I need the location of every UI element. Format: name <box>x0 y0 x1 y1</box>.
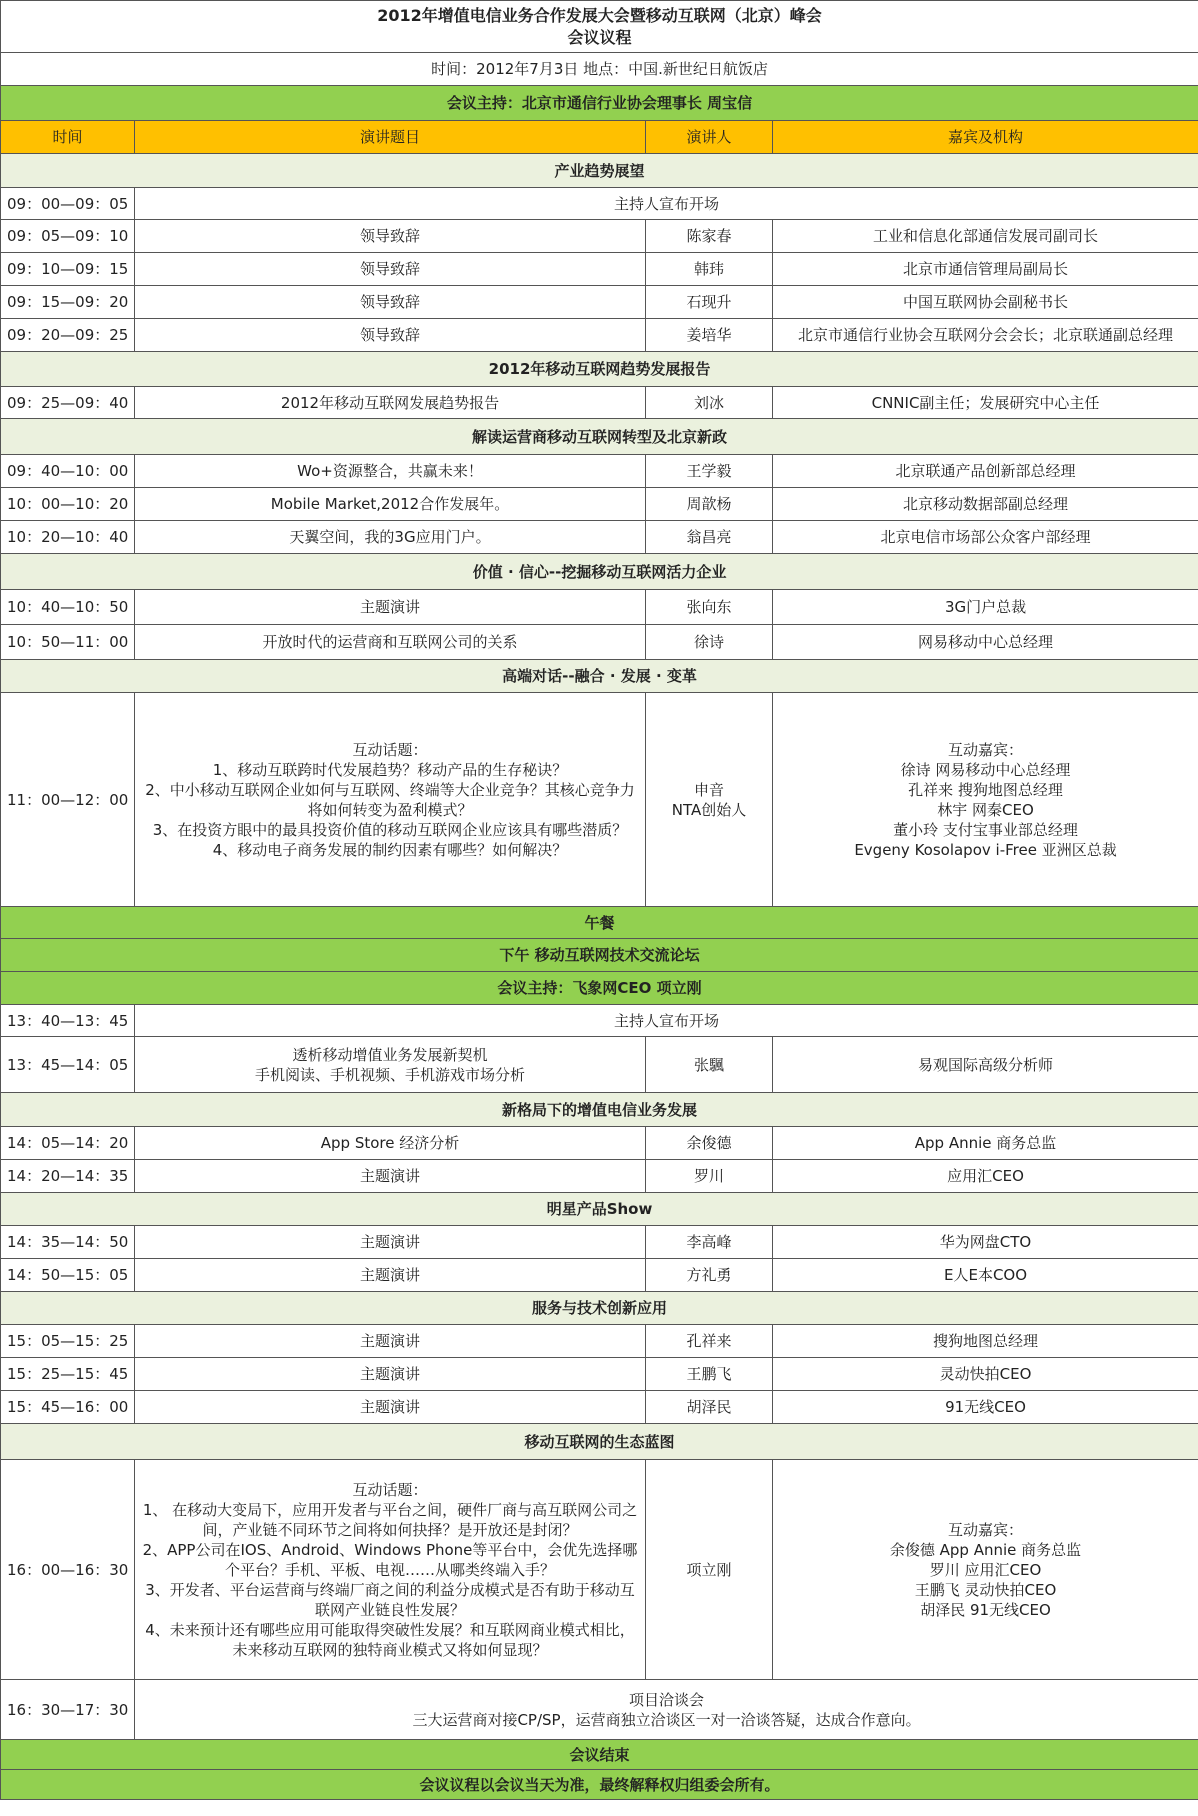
column-header-row <box>1 121 1198 154</box>
org-cell: 91无线CEO <box>773 1391 1198 1424</box>
time-cell: 15：45—16：00 <box>1 1391 135 1424</box>
time-cell: 14：50—15：05 <box>1 1259 135 1292</box>
table-row <box>1 1460 1198 1680</box>
org-cell: 北京电信市场部公众客户部经理 <box>773 521 1198 554</box>
table-row <box>1 521 1198 554</box>
end-row <box>1 1740 1198 1770</box>
table-row <box>1 387 1198 419</box>
speaker-cell: 刘冰 <box>646 387 773 419</box>
col-topic: 演讲题目 <box>135 121 646 154</box>
org-cell: 应用汇CEO <box>773 1160 1198 1193</box>
lunch-row <box>1 907 1198 939</box>
topic-cell: 领导致辞 <box>135 286 646 319</box>
speaker-cell: 姜培华 <box>646 319 773 352</box>
col-time: 时间 <box>1 121 135 154</box>
org-cell: CNNIC副主任；发展研究中心主任 <box>773 387 1198 419</box>
afternoon-banner: 下午 移动互联网技术交流论坛 <box>1 939 1198 972</box>
org-cell: 易观国际高级分析师 <box>773 1037 1198 1093</box>
table-row <box>1 1325 1198 1358</box>
info-row <box>1 53 1198 86</box>
org-cell: 3G门户总裁 <box>773 590 1198 625</box>
merged-cell: 主持人宣布开场 <box>135 1005 1198 1037</box>
date-location: 时间：2012年7月3日 地点：中国.新世纪日航饭店 <box>1 53 1198 86</box>
time-cell: 14：05—14：20 <box>1 1127 135 1160</box>
org-cell: 华为网盘CTO <box>773 1226 1198 1259</box>
table-row <box>1 253 1198 286</box>
section-row <box>1 154 1198 188</box>
speaker-cell: 陈家春 <box>646 220 773 253</box>
org-cell: E人E本COO <box>773 1259 1198 1292</box>
speaker-cell: 罗川 <box>646 1160 773 1193</box>
footer-row <box>1 1770 1198 1800</box>
time-cell: 16：00—16：30 <box>1 1460 135 1680</box>
afternoon-row <box>1 939 1198 972</box>
org-cell: App Annie 商务总监 <box>773 1127 1198 1160</box>
table-row <box>1 625 1198 660</box>
table-row <box>1 188 1198 220</box>
topic-cell: 互动话题： 1、移动互联跨时代发展趋势？移动产品的生存秘诀？ 2、中小移动互联网企业如何与互联网、终端等大企业竞争？其核心竞争力将如何转变为盈利模式？ 3、在投资方眼中的最具投资价值的移动互联网企业应该具有哪些潜质？ 4、移动电子商务发展的制约因素有哪些？如何解决？ <box>135 693 646 907</box>
section-title: 移动互联网的生态蓝图 <box>1 1424 1198 1460</box>
speaker-cell: 余俊德 <box>646 1127 773 1160</box>
section-row <box>1 419 1198 455</box>
merged-cell: 项目洽谈会 三大运营商对接CP/SP，运营商独立洽谈区一对一洽谈答疑，达成合作意向。 <box>135 1680 1198 1740</box>
table-row <box>1 488 1198 521</box>
time-cell: 13：40—13：45 <box>1 1005 135 1037</box>
org-cell: 北京移动数据部副总经理 <box>773 488 1198 521</box>
time-cell: 10：50—11：00 <box>1 625 135 660</box>
topic-cell: 主题演讲 <box>135 1358 646 1391</box>
section-row <box>1 554 1198 590</box>
speaker-cell: 张颿 <box>646 1037 773 1093</box>
speaker-cell: 张向东 <box>646 590 773 625</box>
section-row <box>1 1193 1198 1226</box>
table-row <box>1 590 1198 625</box>
section-row <box>1 660 1198 693</box>
time-cell: 15：25—15：45 <box>1 1358 135 1391</box>
table-row <box>1 1680 1198 1740</box>
section-row <box>1 1093 1198 1127</box>
table-row <box>1 1259 1198 1292</box>
topic-cell: 天翼空间，我的3G应用门户。 <box>135 521 646 554</box>
speaker-cell: 韩玮 <box>646 253 773 286</box>
host-row <box>1 86 1198 121</box>
table-row <box>1 455 1198 488</box>
topic-cell: Mobile Market,2012合作发展年。 <box>135 488 646 521</box>
table-row <box>1 1358 1198 1391</box>
time-cell: 09：00—09：05 <box>1 188 135 220</box>
time-cell: 14：20—14：35 <box>1 1160 135 1193</box>
section-title: 服务与技术创新应用 <box>1 1292 1198 1325</box>
table-row <box>1 1127 1198 1160</box>
time-cell: 09：15—09：20 <box>1 286 135 319</box>
section-title: 解读运营商移动互联网转型及北京新政 <box>1 419 1198 455</box>
org-cell: 互动嘉宾： 徐诗 网易移动中心总经理 孔祥来 搜狗地图总经理 林宇 网秦CEO 董小玲 支付宝事业部总经理 Evgeny Kosolapov i-Free 亚洲区总裁 <box>773 693 1198 907</box>
speaker-cell: 石现升 <box>646 286 773 319</box>
topic-cell: 互动话题： 1、 在移动大变局下，应用开发者与平台之间，硬件厂商与高互联网公司之间，产业链不同环节之间将如何抉择？是开放还是封闭？ 2、APP公司在IOS、Android、Windows Phone等平台中，会优先选择哪个平台？手机、平板、电视……从哪类终端入手？ 3、开发者、平台运营商与终端厂商之间的利益分成模式是否有助于移动互联网产业链良性发展？ 4、未来预计还有哪些应用可能取得突破性发展？和互联网商业模式相比，未来移动互联网的独特商业模式又将如何显现？ <box>135 1460 646 1680</box>
speaker-cell: 方礼勇 <box>646 1259 773 1292</box>
time-cell: 10：40—10：50 <box>1 590 135 625</box>
section-row <box>1 352 1198 387</box>
section-row <box>1 1292 1198 1325</box>
table-row <box>1 1005 1198 1037</box>
footer-note: 会议议程以会议当天为准，最终解释权归组委会所有。 <box>1 1770 1198 1800</box>
title-row <box>1 1 1198 53</box>
topic-cell: 主题演讲 <box>135 1325 646 1358</box>
morning-host: 会议主持：北京市通信行业协会理事长 周宝信 <box>1 86 1198 121</box>
org-cell: 北京市通信管理局副局长 <box>773 253 1198 286</box>
table-row <box>1 693 1198 907</box>
time-cell: 10：20—10：40 <box>1 521 135 554</box>
topic-cell: 2012年移动互联网发展趋势报告 <box>135 387 646 419</box>
speaker-cell: 王学毅 <box>646 455 773 488</box>
topic-cell: 领导致辞 <box>135 220 646 253</box>
time-cell: 09：10—09：15 <box>1 253 135 286</box>
org-cell: 网易移动中心总经理 <box>773 625 1198 660</box>
table-row <box>1 319 1198 352</box>
topic-cell: 领导致辞 <box>135 253 646 286</box>
speaker-cell: 王鹏飞 <box>646 1358 773 1391</box>
time-cell: 11：00—12：00 <box>1 693 135 907</box>
speaker-cell: 翁昌亮 <box>646 521 773 554</box>
topic-cell: 透析移动增值业务发展新契机 手机阅读、手机视频、手机游戏市场分析 <box>135 1037 646 1093</box>
topic-cell: 主题演讲 <box>135 1160 646 1193</box>
section-title: 高端对话--融合 · 发展 · 变革 <box>1 660 1198 693</box>
time-cell: 16：30—17：30 <box>1 1680 135 1740</box>
time-cell: 09：40—10：00 <box>1 455 135 488</box>
time-cell: 09：20—09：25 <box>1 319 135 352</box>
speaker-cell: 孔祥来 <box>646 1325 773 1358</box>
topic-cell: Wo+资源整合，共赢未来！ <box>135 455 646 488</box>
speaker-cell: 项立刚 <box>646 1460 773 1680</box>
table-row <box>1 220 1198 253</box>
speaker-cell: 申音 NTA创始人 <box>646 693 773 907</box>
section-title: 产业趋势展望 <box>1 154 1198 188</box>
section-title: 新格局下的增值电信业务发展 <box>1 1093 1198 1127</box>
speaker-cell: 周歆杨 <box>646 488 773 521</box>
table-row <box>1 1391 1198 1424</box>
col-speaker: 演讲人 <box>646 121 773 154</box>
speaker-cell: 胡泽民 <box>646 1391 773 1424</box>
section-row <box>1 1424 1198 1460</box>
topic-cell: App Store 经济分析 <box>135 1127 646 1160</box>
section-title: 明星产品Show <box>1 1193 1198 1226</box>
time-cell: 10：00—10：20 <box>1 488 135 521</box>
org-cell: 北京联通产品创新部总经理 <box>773 455 1198 488</box>
section-title: 价值 · 信心--挖掘移动互联网活力企业 <box>1 554 1198 590</box>
speaker-cell: 徐诗 <box>646 625 773 660</box>
org-cell: 搜狗地图总经理 <box>773 1325 1198 1358</box>
table-row <box>1 1226 1198 1259</box>
pm-host-row <box>1 972 1198 1005</box>
topic-cell: 开放时代的运营商和互联网公司的关系 <box>135 625 646 660</box>
topic-cell: 主题演讲 <box>135 1391 646 1424</box>
section-title: 2012年移动互联网趋势发展报告 <box>1 352 1198 387</box>
time-cell: 15：05—15：25 <box>1 1325 135 1358</box>
speaker-cell: 李高峰 <box>646 1226 773 1259</box>
org-cell: 工业和信息化部通信发展司副司长 <box>773 220 1198 253</box>
topic-cell: 主题演讲 <box>135 1226 646 1259</box>
topic-cell: 领导致辞 <box>135 319 646 352</box>
org-cell: 互动嘉宾： 余俊德 App Annie 商务总监 罗川 应用汇CEO 王鹏飞 灵动快拍CEO 胡泽民 91无线CEO <box>773 1460 1198 1680</box>
page-title: 2012年增值电信业务合作发展大会暨移动互联网（北京）峰会 会议议程 <box>1 1 1198 53</box>
topic-cell: 主题演讲 <box>135 590 646 625</box>
time-cell: 14：35—14：50 <box>1 1226 135 1259</box>
time-cell: 09：05—09：10 <box>1 220 135 253</box>
org-cell: 中国互联网协会副秘书长 <box>773 286 1198 319</box>
col-guest-org: 嘉宾及机构 <box>773 121 1198 154</box>
time-cell: 13：45—14：05 <box>1 1037 135 1093</box>
table-row <box>1 1037 1198 1093</box>
time-cell: 09：25—09：40 <box>1 387 135 419</box>
org-cell: 北京市通信行业协会互联网分会会长；北京联通副总经理 <box>773 319 1198 352</box>
merged-cell: 主持人宣布开场 <box>135 188 1198 220</box>
lunch-banner: 午餐 <box>1 907 1198 939</box>
org-cell: 灵动快拍CEO <box>773 1358 1198 1391</box>
afternoon-host: 会议主持：飞象网CEO 项立刚 <box>1 972 1198 1005</box>
table-row <box>1 286 1198 319</box>
end-banner: 会议结束 <box>1 1740 1198 1770</box>
table-row <box>1 1160 1198 1193</box>
topic-cell: 主题演讲 <box>135 1259 646 1292</box>
